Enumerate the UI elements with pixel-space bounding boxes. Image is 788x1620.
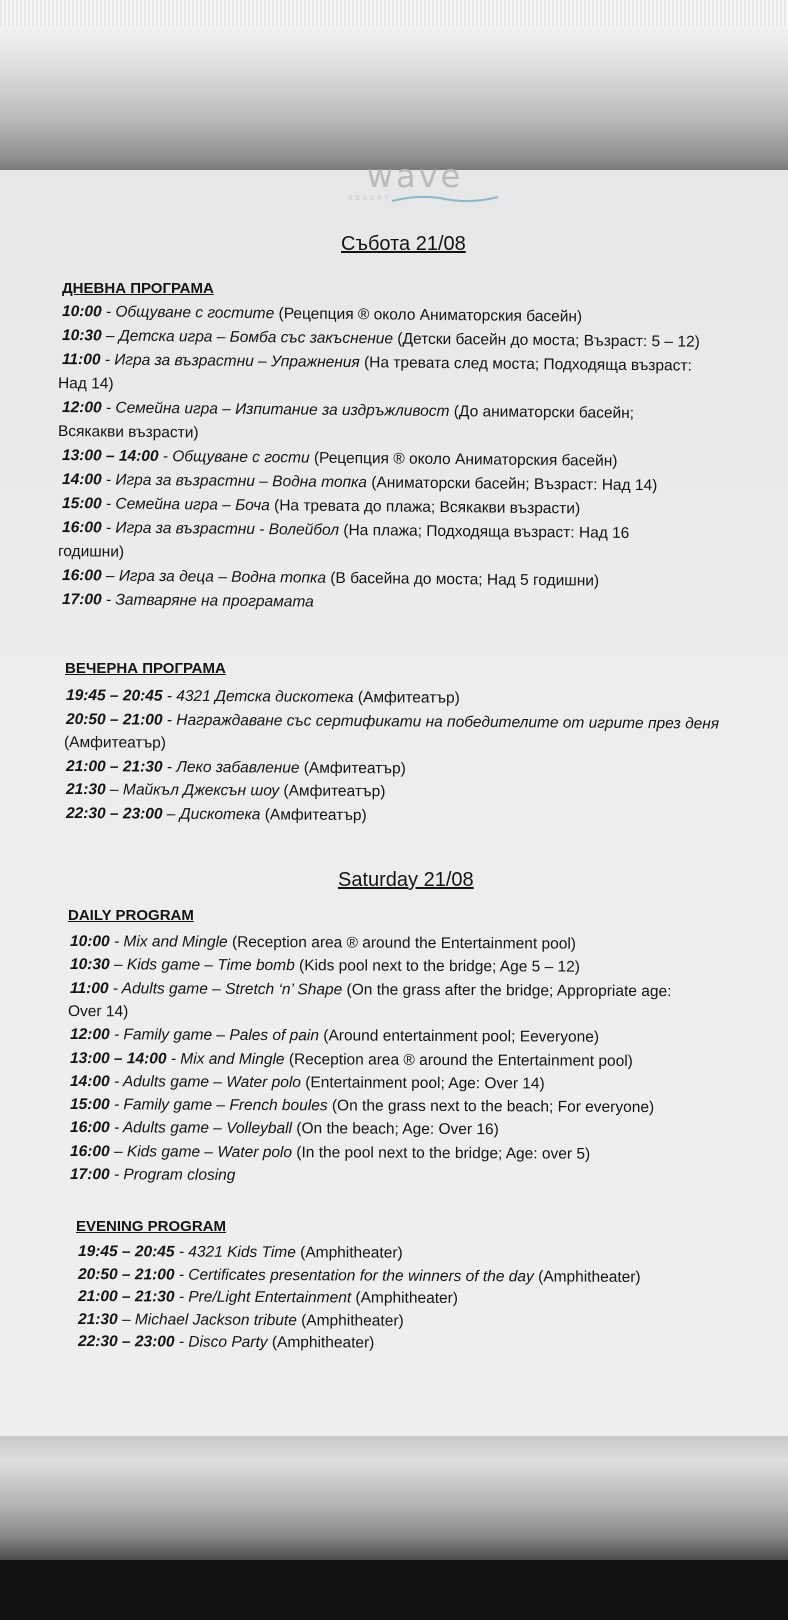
- schedule-time: 11:00: [61, 351, 101, 369]
- schedule-time: 13:00 – 14:00: [61, 447, 159, 466]
- activity-name: - Adults game – Water polo: [109, 1073, 301, 1092]
- schedule-line: [66, 780, 386, 801]
- schedule-time: 13:00 – 14:00: [69, 1049, 167, 1068]
- schedule-time: 19:45 – 20:45: [77, 1243, 175, 1261]
- schedule-line: [66, 686, 460, 708]
- activity-name: - Mix and Mingle: [109, 933, 228, 951]
- schedule-line: [70, 1025, 599, 1047]
- schedule-line: [70, 1118, 499, 1139]
- bg-evening-heading: ВЕЧЕРНА ПРОГРАМА: [65, 660, 226, 677]
- schedule-time: 16:00: [69, 1119, 110, 1137]
- schedule-line: [70, 955, 580, 977]
- activity-details: (В басейна до моста; Над 5 годишни): [325, 569, 600, 590]
- schedule-line: [70, 1142, 590, 1164]
- schedule-line: [70, 1049, 633, 1071]
- schedule-time: 11:00: [69, 979, 109, 997]
- activity-name: – Kids game – Time bomb: [109, 956, 295, 975]
- en-title: Saturday 21/08: [338, 869, 474, 891]
- schedule-time: 21:00 – 21:30: [65, 757, 163, 776]
- activity-details: (Amphitheater): [267, 1333, 375, 1352]
- activity-name: - Семейна игра – Боча: [101, 495, 270, 515]
- schedule-line: [78, 1242, 403, 1263]
- schedule-line: [70, 1165, 236, 1185]
- activity-details: Всякакви възрасти): [57, 423, 199, 442]
- activity-details: Над 14): [57, 375, 114, 393]
- bg-daily-heading: ДНЕВНА ПРОГРАМА: [62, 280, 214, 297]
- activity-name: – Kids game – Water polo: [109, 1142, 293, 1161]
- schedule-time: 22:30 – 23:00: [77, 1333, 175, 1351]
- schedule-time: 10:30: [61, 327, 102, 345]
- activity-details: (On the grass after the bridge; Appropriate age:: [342, 981, 672, 1000]
- activity-name: - Награждаване със сертификати на победителите от игрите през деня: [162, 711, 720, 733]
- activity-name: - 4321 Детска дискотека: [162, 687, 354, 707]
- activity-details: Over 14): [67, 1002, 129, 1021]
- activity-details: (Амфитеатър): [63, 734, 167, 752]
- activity-details: (Reception area ® around the Entertainment pool): [227, 933, 577, 953]
- schedule-line: [62, 590, 314, 612]
- activity-name: - Общуване с гости: [158, 448, 310, 467]
- schedule-time: 12:00: [69, 1026, 110, 1044]
- roller-bottom-rail: [0, 1436, 788, 1560]
- activity-name: - Общуване с гостите: [101, 303, 275, 323]
- schedule-time: 21:30: [65, 781, 106, 799]
- activity-details: (Амфитеатър): [260, 805, 367, 824]
- schedule-time: 12:00: [61, 399, 102, 417]
- activity-details: (Аниматорски басейн; Възраст: Над 14): [366, 474, 658, 495]
- activity-details: (Детски басейн до моста; Възраст: 5 – 12): [392, 330, 700, 351]
- schedule-line: [58, 542, 124, 562]
- schedule-line: [78, 1287, 458, 1308]
- schedule-line: [58, 422, 199, 442]
- window-blind-fabric: [0, 0, 788, 28]
- activity-name: - Леко забавление: [162, 758, 300, 777]
- activity-details: (Рецепция ® около Аниматорския басейн): [309, 449, 618, 470]
- activity-name: - Игра за възрастни - Волейбол: [101, 519, 340, 539]
- activity-details: (Around entertainment pool; Eeveryone): [318, 1027, 600, 1046]
- schedule-line: [66, 757, 406, 778]
- activity-details: (Kids pool next to the bridge; Age 5 – 12): [294, 957, 581, 976]
- schedule-time: 19:45 – 20:45: [65, 687, 163, 705]
- wave-swoosh-icon: [390, 192, 500, 206]
- activity-details: (Amphitheater): [295, 1244, 403, 1262]
- schedule-time: 16:00: [61, 567, 102, 585]
- activity-details: (Амфитеатър): [353, 689, 460, 707]
- wave-logo: wave: [366, 157, 464, 195]
- schedule-line: [66, 710, 719, 734]
- activity-details: (Reception area ® around the Entertainment pool): [284, 1050, 633, 1070]
- schedule-line: [78, 1332, 374, 1353]
- activity-details: годишни): [57, 543, 125, 561]
- schedule-time: 14:00: [61, 471, 102, 489]
- en-evening-heading: EVENING PROGRAM: [76, 1218, 227, 1235]
- activity-name: - Family game – French boules: [109, 1096, 328, 1115]
- activity-details: (До аниматорски басейн;: [449, 403, 635, 422]
- schedule-time: 16:00: [61, 519, 102, 537]
- activity-name: – Игра за деца – Водна топка: [101, 567, 327, 587]
- en-daily-heading: DAILY PROGRAM: [68, 907, 194, 924]
- activity-name: – Детска игра – Бомба със закъснение: [101, 327, 394, 348]
- schedule-time: 22:30 – 23:00: [65, 804, 163, 823]
- activity-name: - Затваряне на програмата: [101, 591, 314, 611]
- activity-name: - Certificates presentation for the winners of the day: [174, 1266, 534, 1285]
- schedule-line: [70, 1072, 545, 1093]
- schedule-line: [78, 1265, 641, 1287]
- activity-name: - Disco Party: [174, 1333, 268, 1351]
- activity-details: (На тревата до плажа; Всякакви възрасти): [269, 497, 581, 518]
- activity-name: - Program closing: [109, 1166, 236, 1184]
- activity-details: (Amphitheater): [296, 1311, 404, 1330]
- activity-details: (Амфитеатър): [299, 759, 406, 777]
- schedule-line: [70, 979, 672, 1001]
- activity-name: - Игра за възрастни – Водна топка: [101, 471, 368, 492]
- activity-name: - Pre/Light Entertainment: [174, 1288, 352, 1307]
- schedule-time: 14:00: [69, 1072, 110, 1091]
- schedule-line: [58, 374, 114, 394]
- activity-details: (Amphitheater): [351, 1289, 459, 1307]
- activity-name: - Adults game – Volleyball: [109, 1119, 293, 1138]
- schedule-time: 15:00: [69, 1096, 110, 1114]
- schedule-time: 17:00: [69, 1166, 110, 1184]
- activity-details: (Амфитеатър): [279, 782, 386, 801]
- schedule-line: [66, 804, 367, 825]
- schedule-line: [70, 932, 576, 954]
- activity-name: - Family game – Pales of pain: [109, 1026, 320, 1045]
- schedule-time: 10:00: [61, 303, 102, 321]
- schedule-time: 21:00 – 21:30: [77, 1288, 175, 1306]
- bg-title: Събота 21/08: [341, 233, 466, 255]
- activity-details: (On the grass next to the beach; For everyone): [327, 1097, 655, 1117]
- activity-details: (На тревата след моста; Подходяща възраст:: [359, 354, 692, 375]
- activity-name: – Дискотека: [162, 805, 261, 823]
- activity-details: (On the beach; Age: Over 16): [291, 1120, 499, 1139]
- schedule-time: 17:00: [61, 591, 102, 609]
- schedule-line: [70, 1095, 654, 1117]
- activity-name: - Mix and Mingle: [166, 1050, 285, 1068]
- schedule-line: [78, 1310, 404, 1331]
- activity-details: (Entertainment pool; Age: Over 14): [300, 1074, 545, 1093]
- schedule-time: 20:50 – 21:00: [65, 710, 163, 729]
- roller-top-rail: [0, 26, 788, 176]
- activity-details: (In the pool next to the bridge; Age: over 5): [291, 1143, 591, 1163]
- activity-details: (Amphitheater): [533, 1267, 641, 1286]
- schedule-time: 21:30: [77, 1310, 118, 1328]
- activity-name: - Семейна игра – Изпитание за издръжливост: [101, 399, 450, 421]
- schedule-line: [68, 1002, 128, 1021]
- logo-subtitle: RESORT: [348, 196, 392, 202]
- activity-details: (Рецепция ® около Аниматорския басейн): [274, 305, 583, 326]
- activity-name: - 4321 Kids Time: [174, 1243, 296, 1262]
- schedule-time: 15:00: [61, 495, 102, 513]
- schedule-time: 20:50 – 21:00: [77, 1265, 175, 1284]
- schedule-time: 16:00: [69, 1142, 110, 1160]
- schedule-time: 10:00: [69, 933, 110, 951]
- activity-name: – Майкъл Джексън шоу: [105, 781, 280, 800]
- activity-name: – Michael Jackson tribute: [117, 1310, 297, 1329]
- activity-name: - Adults game – Stretch ‘n’ Shape: [108, 979, 343, 999]
- activity-name: - Игра за възрастни – Упражнения: [100, 351, 360, 372]
- activity-details: (На плажа; Подходяща възраст: Над 16: [338, 521, 630, 542]
- schedule-line: [64, 733, 166, 753]
- dark-floor: [0, 1560, 788, 1620]
- schedule-time: 10:30: [69, 956, 110, 974]
